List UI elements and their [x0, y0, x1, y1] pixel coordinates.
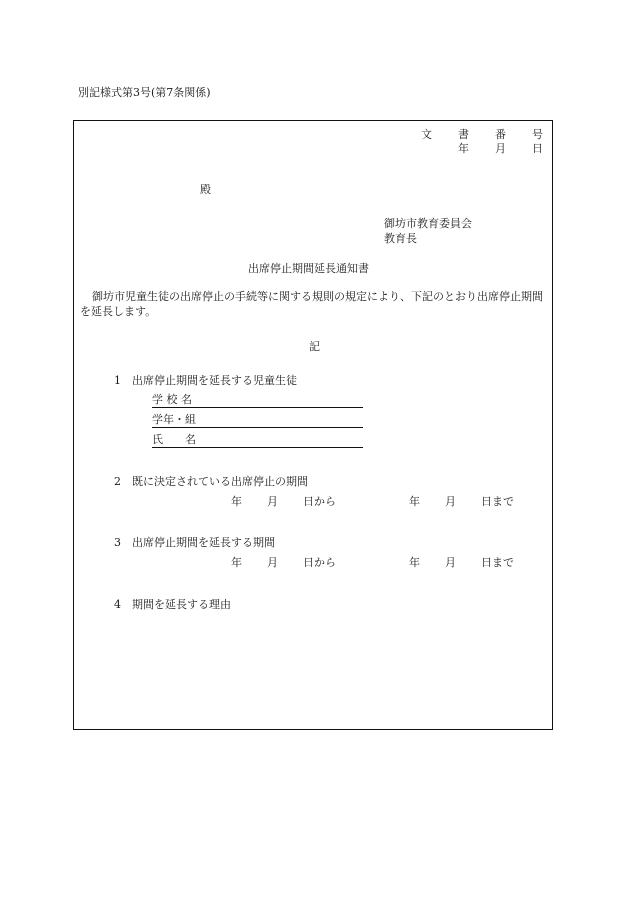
issuer-title: 教育長: [384, 232, 417, 245]
from-month: 月: [267, 495, 278, 508]
doc-number-char: 文: [421, 128, 432, 141]
date-month: 月: [495, 142, 506, 155]
student-name-field[interactable]: [152, 432, 363, 448]
section-4-title: 4 期間を延長する理由: [114, 598, 231, 611]
section-2-from-date: [231, 496, 336, 507]
from-day: 日から: [303, 495, 336, 508]
form-caption: 別記様式第3号(第7条関係): [78, 86, 211, 99]
date-day: 日: [532, 142, 543, 155]
addressee-suffix: 殿: [200, 183, 211, 196]
from-month: 月: [267, 556, 278, 569]
school-name-label: 学 校 名: [152, 393, 192, 406]
student-name-label: 氏 名: [152, 433, 196, 446]
from-day: 日から: [303, 556, 336, 569]
school-name-field[interactable]: [152, 392, 363, 408]
section-2-title: 2 既に決定されている出席停止の期間: [114, 475, 308, 488]
to-year: 年: [409, 495, 420, 508]
from-year: 年: [231, 495, 242, 508]
to-day: 日まで: [481, 495, 514, 508]
section-3-title: 3 出席停止期間を延長する期間: [114, 536, 275, 549]
ki-heading: 記: [309, 340, 320, 353]
section-2-to-date: [409, 496, 514, 507]
doc-number-char: 番: [495, 128, 506, 141]
section-3-from-date: [231, 557, 336, 568]
document-title: 出席停止期間延長通知書: [248, 262, 369, 275]
to-month: 月: [445, 556, 456, 569]
reason-area[interactable]: [114, 621, 534, 711]
doc-number-char: 号: [532, 128, 543, 141]
to-year: 年: [409, 556, 420, 569]
issue-date-label: [432, 143, 543, 154]
to-month: 月: [445, 495, 456, 508]
section-3-to-date: [409, 557, 514, 568]
from-year: 年: [231, 556, 242, 569]
document-frame: [73, 120, 553, 730]
date-year: 年: [458, 142, 469, 155]
to-day: 日まで: [481, 556, 514, 569]
doc-number-char: 書: [458, 128, 469, 141]
grade-class-label: 学年・組: [152, 413, 196, 426]
document-number-label: [395, 129, 543, 140]
grade-class-field[interactable]: [152, 412, 363, 428]
issuer-organization: 御坊市教育委員会: [384, 217, 472, 230]
section-1-title: 1 出席停止期間を延長する児童生徒: [114, 374, 297, 387]
body-paragraph: 御坊市児童生徒の出席停止の手続等に関する規則の規定により、下記のとおり出席停止期間を延長します。: [80, 290, 543, 318]
